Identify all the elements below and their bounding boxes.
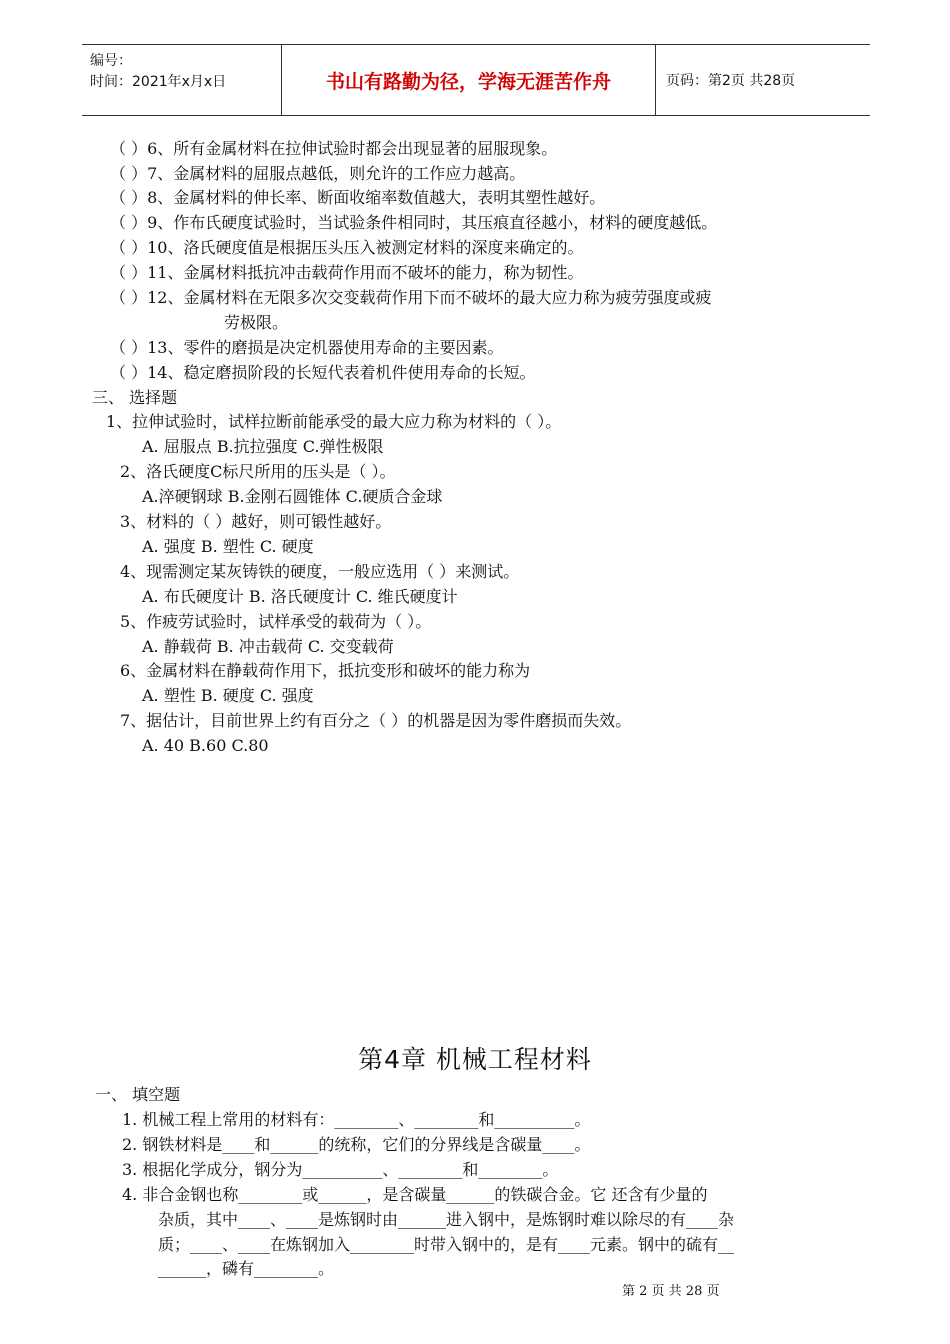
section-title: 一、 填空题: [95, 1085, 181, 1104]
choice-question: 4、现需测定某灰铸铁的硬度，一般应选用（ ）来测试。: [120, 562, 520, 581]
fill-blank-item: 2. 钢铁材料是____和______的统称，它们的分界线是含碳量____。: [122, 1135, 591, 1154]
tf-item: （ ）12、金属材料在无限多次交变载荷作用下而不破坏的最大应力称为疲劳强度或疲: [110, 288, 712, 307]
choice-options: A.淬硬钢球 B.金刚石圆锥体 C.硬质合金球: [142, 487, 443, 506]
fill-blank-continuation: 质；____、____在炼钢加入________时带入钢中的，是有____元素。钢中的硫有__: [158, 1235, 735, 1254]
tf-item: （ ）7、金属材料的屈服点越低，则允许的工作应力越高。: [110, 164, 526, 183]
header-meta: [82, 45, 282, 115]
chapter-title: 第4章 机械工程材料: [358, 1045, 592, 1074]
choice-options: A. 塑性 B. 硬度 C. 强度: [142, 686, 314, 705]
tf-item: （ ）14、稳定磨损阶段的长短代表着机件使用寿命的长短。: [110, 363, 536, 382]
page-footer: 第 2 页 共 28 页: [622, 1284, 720, 1299]
choice-question: 1、拉伸试验时，试样拉断前能承受的最大应力称为材料的（ ）。: [106, 412, 562, 431]
document-number: 编号：: [90, 53, 132, 69]
tf-item: （ ）9、作布氏硬度试验时，当试验条件相同时，其压痕直径越小，材料的硬度越低。: [110, 213, 718, 232]
fill-blank-continuation: ______，磷有________。: [158, 1259, 335, 1278]
choice-options: A. 屈服点 B.抗拉强度 C.弹性极限: [142, 437, 384, 456]
choice-options: A. 40 B.60 C.80: [142, 736, 269, 755]
section-title: 三、 选择题: [92, 388, 178, 407]
document-date: 时间：2021年x月x日: [90, 74, 227, 90]
page-header: [82, 44, 870, 116]
tf-item: （ ）8、金属材料的伸长率、断面收缩率数值越大，表明其塑性越好。: [110, 188, 606, 207]
choice-options: A. 强度 B. 塑性 C. 硬度: [142, 537, 314, 556]
fill-blank-continuation: 杂质，其中____、____是炼钢时由______进入钢中，是炼钢时难以除尽的有____杂: [158, 1210, 735, 1229]
tf-item: （ ）10、洛氏硬度值是根据压头压入被测定材料的深度来确定的。: [110, 238, 584, 257]
choice-question: 2、洛氏硬度C标尺所用的压头是（ ）。: [120, 462, 396, 481]
header-page-info: 页码：第2页 共28页: [666, 73, 796, 89]
choice-question: 5、作疲劳试验时，试样承受的载荷为（ ）。: [120, 612, 432, 631]
tf-item: （ ）11、金属材料抵抗冲击载荷作用而不破坏的能力，称为韧性。: [110, 263, 584, 282]
choice-question: 3、材料的（ ）越好，则可锻性越好。: [120, 512, 392, 531]
tf-item-continuation: 劳极限。: [224, 313, 289, 332]
choice-options: A. 布氏硬度计 B. 洛氏硬度计 C. 维氏硬度计: [142, 587, 458, 606]
choice-options: A. 静载荷 B. 冲击载荷 C. 交变载荷: [142, 637, 394, 656]
fill-blank-item: 1. 机械工程上常用的材料有：________、________和__________。: [122, 1110, 591, 1129]
header-motto: 书山有路勤为径，学海无涯苦作舟: [282, 45, 656, 115]
choice-question: 7、据估计，目前世界上约有百分之（ ）的机器是因为零件磨损而失效。: [120, 711, 632, 730]
tf-item: （ ）6、所有金属材料在拉伸试验时都会出现显著的屈服现象。: [110, 139, 558, 158]
fill-blank-item: 3. 根据化学成分，钢分为__________、________和________。: [122, 1160, 559, 1179]
choice-question: 6、金属材料在静载荷作用下，抵抗变形和破坏的能力称为: [120, 661, 531, 680]
tf-item: （ ）13、零件的磨损是决定机器使用寿命的主要因素。: [110, 338, 504, 357]
fill-blank-item: 4. 非合金钢也称________或______，是含碳量______的铁碳合金。它 还含有少量的: [122, 1185, 708, 1204]
